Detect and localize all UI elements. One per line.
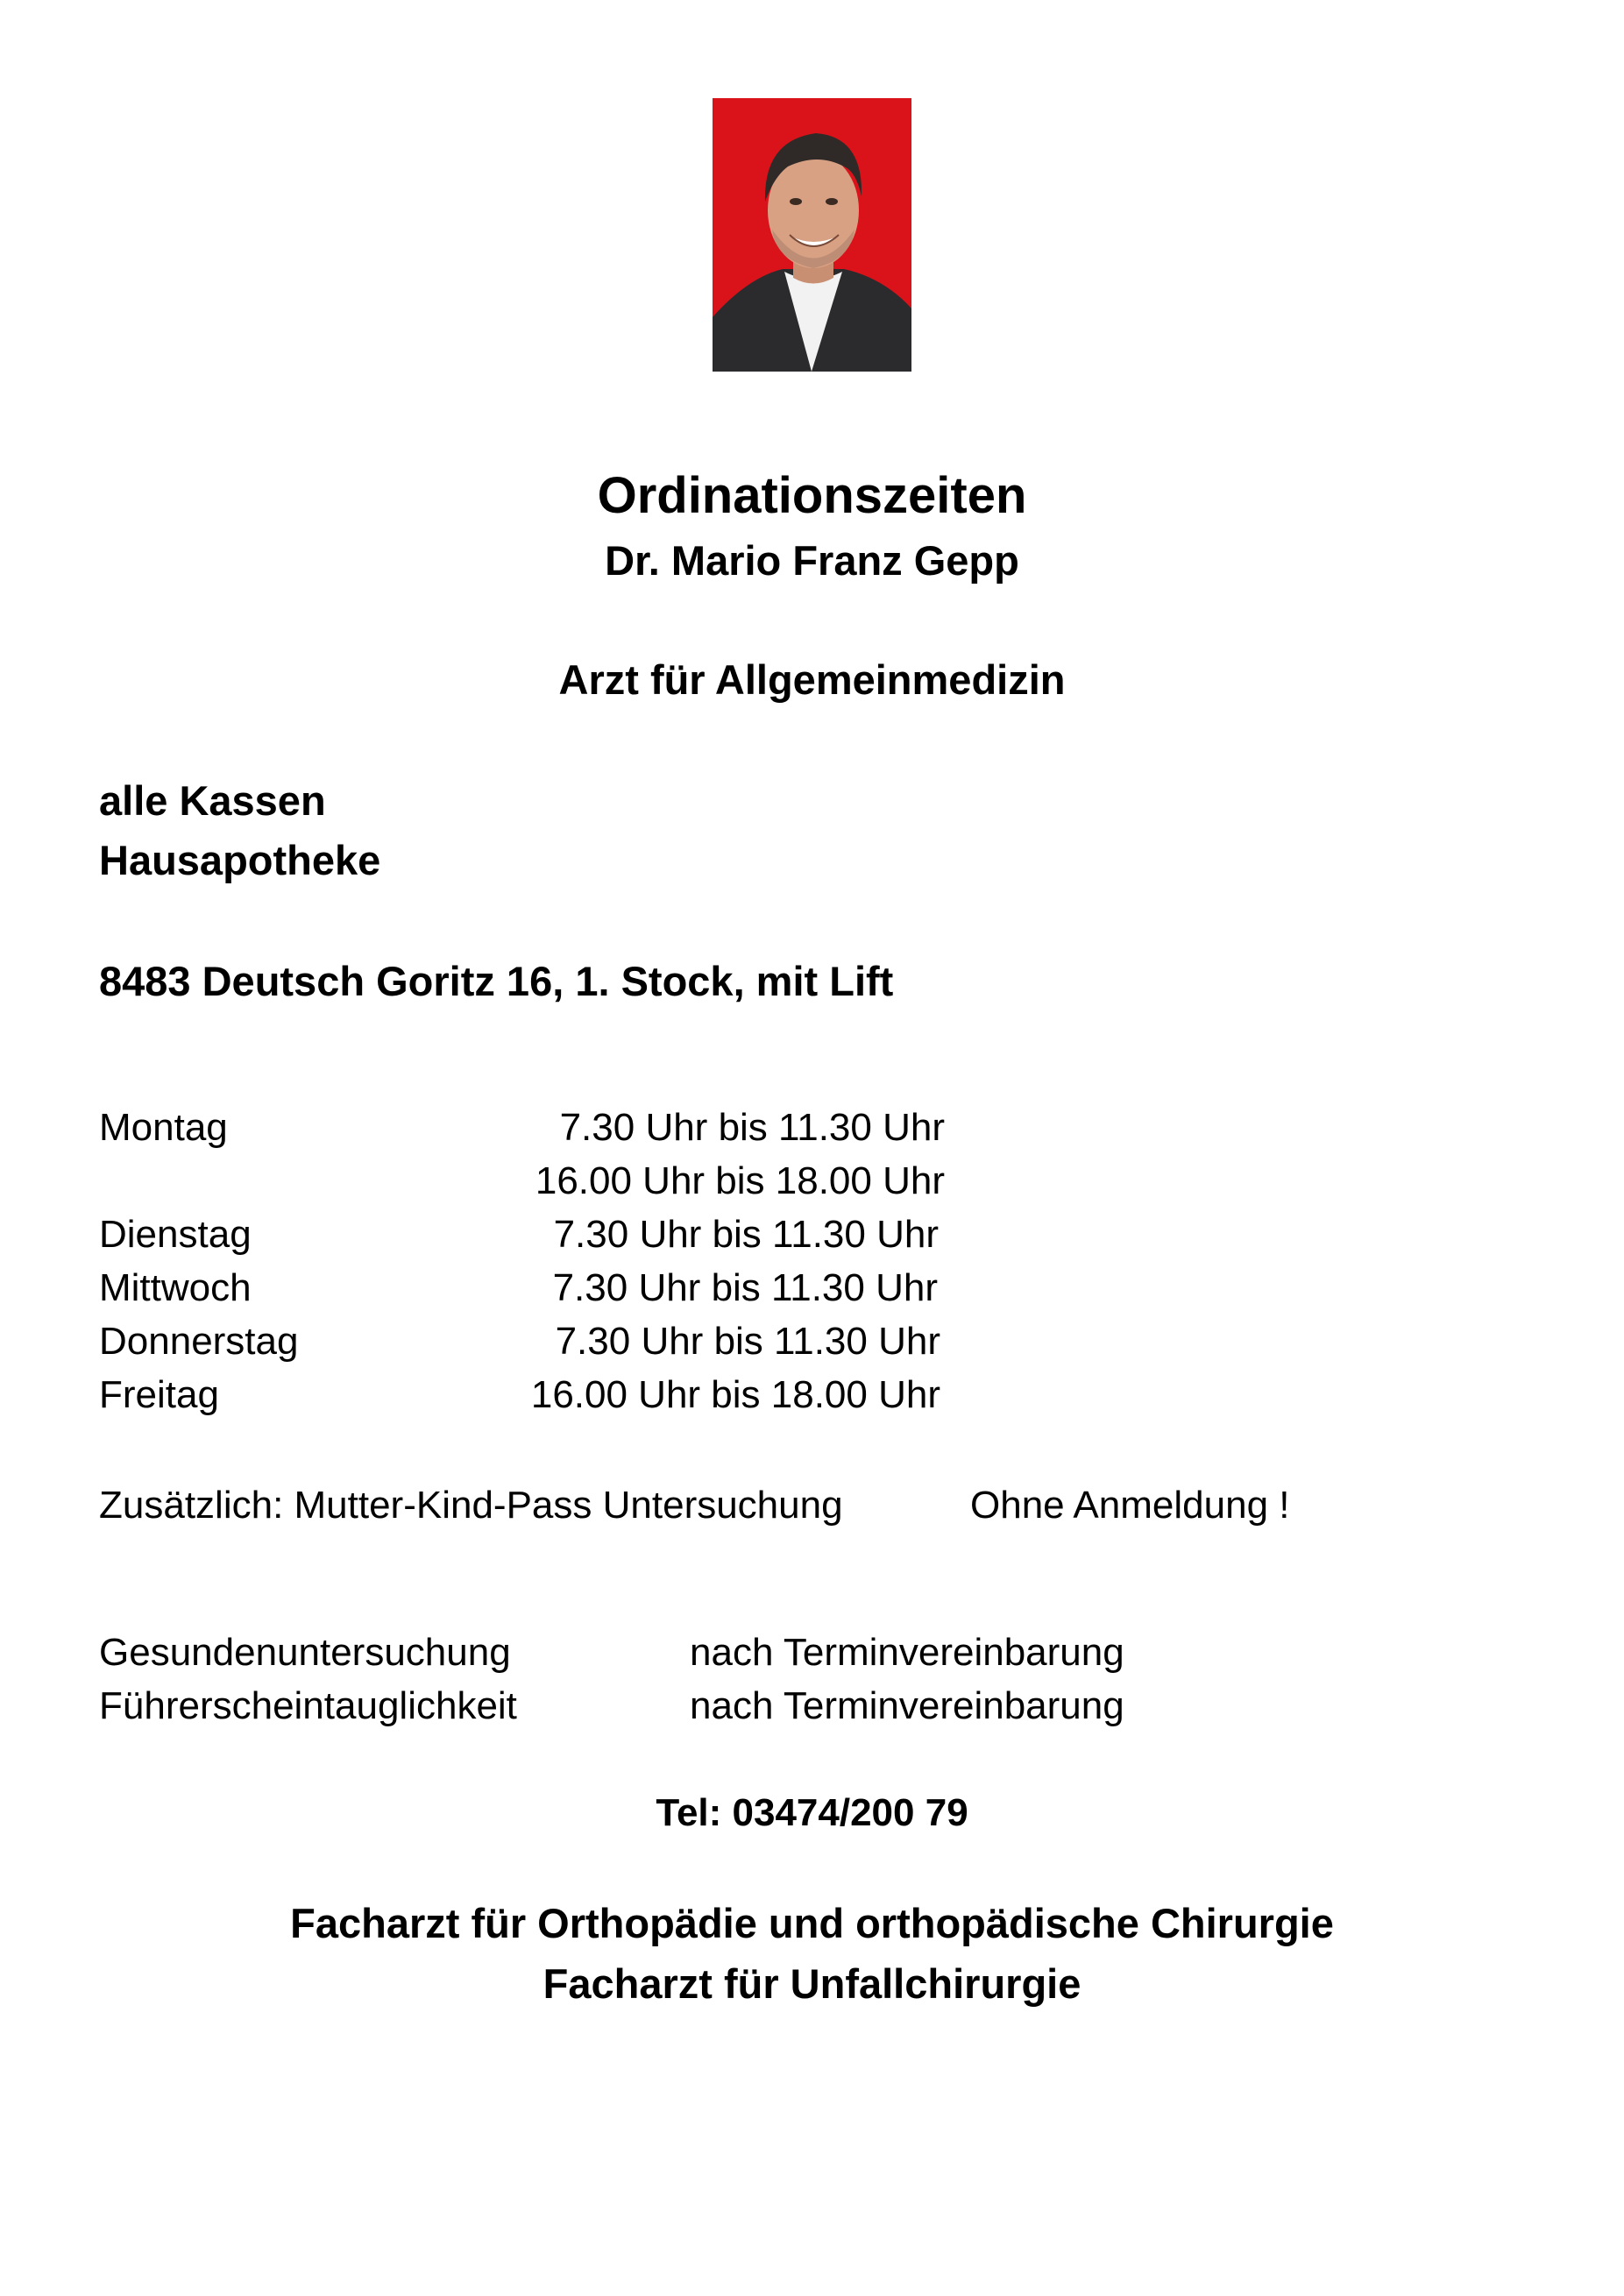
appointment-service-value: nach Terminvereinbarung <box>690 1631 1124 1674</box>
pharmacy-info: Hausapotheke <box>99 837 381 883</box>
specialist-line-2: Facharzt für Unfallchirurgie <box>543 1960 1081 2007</box>
hours-time: 7.30 Uhr bis 11.30 Uhr <box>559 1106 945 1149</box>
appointment-service-label: Gesundenuntersuchung <box>99 1631 511 1674</box>
hours-day: Dienstag <box>99 1213 252 1256</box>
hours-time: 16.00 Uhr bis 18.00 Uhr <box>535 1159 945 1202</box>
portrait-image <box>713 98 911 372</box>
specialist-line-1: Facharzt für Orthopädie und orthopädische Chirurgie <box>290 1900 1334 1946</box>
appointment-service-label: Führerscheintauglichkeit <box>99 1684 517 1727</box>
hours-day: Montag <box>99 1106 228 1149</box>
hours-time: 7.30 Uhr bis 11.30 Uhr <box>552 1266 938 1309</box>
insurance-info: alle Kassen <box>99 777 326 824</box>
appointment-service-value: nach Terminvereinbarung <box>690 1684 1124 1727</box>
phone-number: Tel: 03474/200 79 <box>656 1791 968 1834</box>
doctor-name: Dr. Mario Franz Gepp <box>605 537 1019 584</box>
additional-service-label: Zusätzlich: Mutter-Kind-Pass Untersuchung <box>99 1484 843 1527</box>
additional-service-note: Ohne Anmeldung ! <box>970 1484 1290 1527</box>
hours-time: 7.30 Uhr bis 11.30 Uhr <box>555 1320 940 1363</box>
hours-time: 7.30 Uhr bis 11.30 Uhr <box>553 1213 939 1256</box>
hours-time: 16.00 Uhr bis 18.00 Uhr <box>530 1373 940 1416</box>
doctor-portrait-photo <box>713 98 911 372</box>
hours-day: Donnerstag <box>99 1320 299 1363</box>
address: 8483 Deutsch Goritz 16, 1. Stock, mit Lift <box>99 958 894 1004</box>
hours-day: Freitag <box>99 1373 219 1416</box>
doctor-specialty: Arzt für Allgemeinmedizin <box>558 656 1066 703</box>
page-title: Ordinationszeiten <box>597 467 1027 524</box>
hours-day: Mittwoch <box>99 1266 252 1309</box>
